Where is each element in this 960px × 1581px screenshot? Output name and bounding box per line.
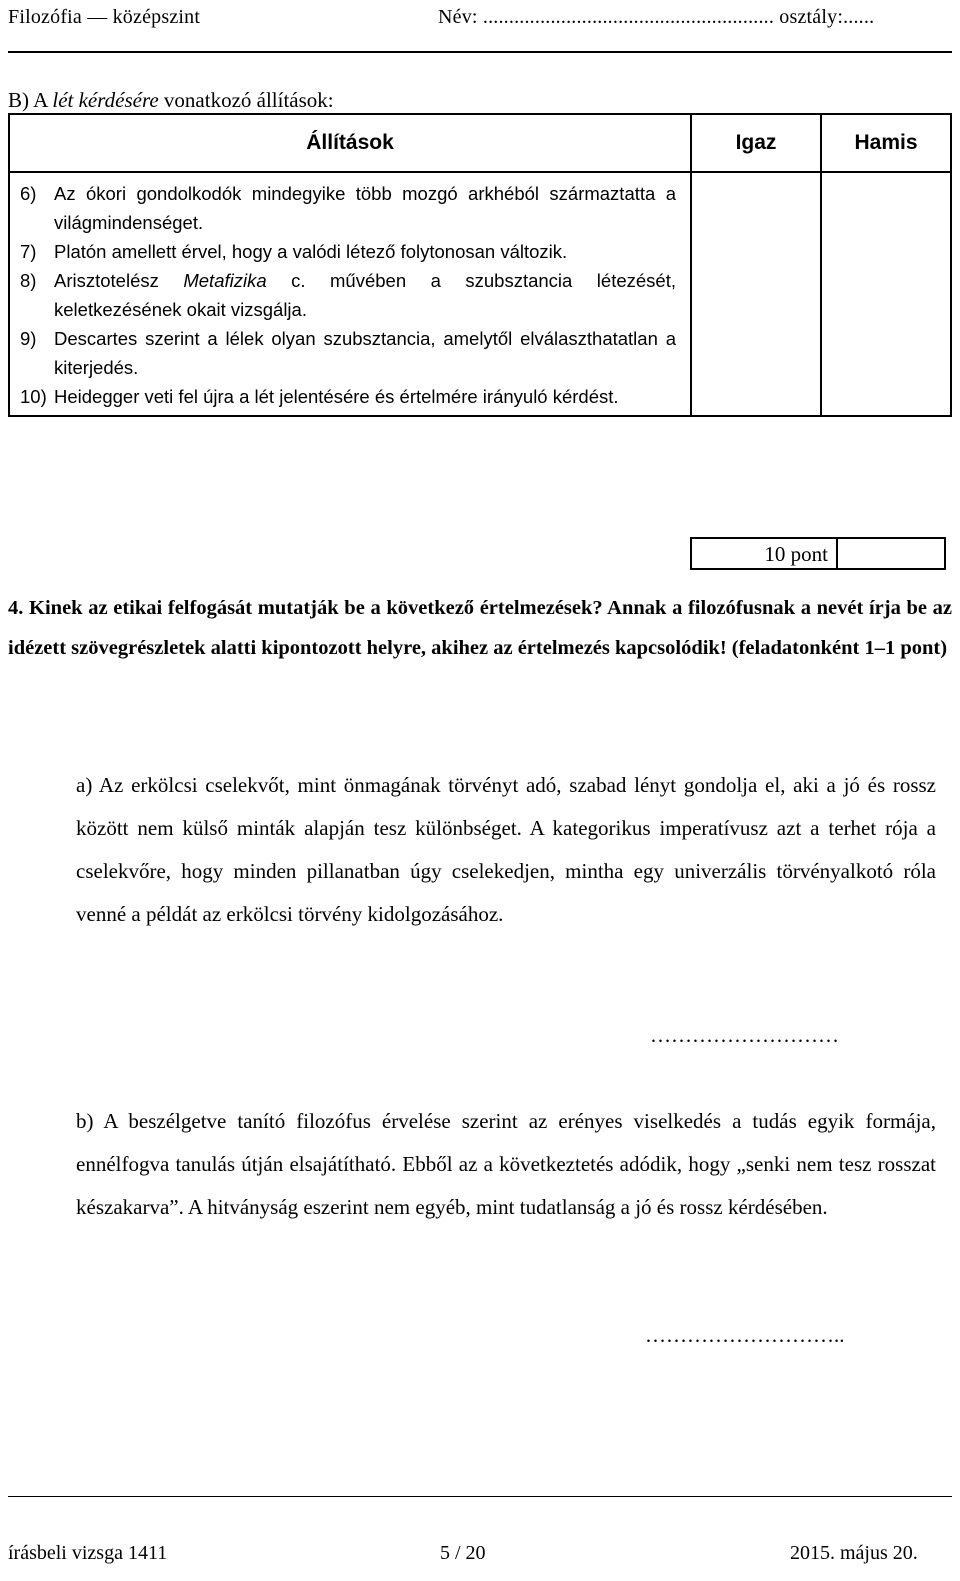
statements-cell [9, 172, 691, 416]
statement-9: 9) Descartes szerint a lélek olyan szubsztancia, amelytől elválaszthatatlan a kiterjedés. [20, 328, 676, 378]
statement-7: 7) Platón amellett érvel, hogy a valódi létező folytonosan változik. [20, 241, 568, 262]
section-b-title: B) A lét kérdésére vonatkozó állítások: [8, 88, 334, 112]
answer-true-cell[interactable] [691, 172, 821, 416]
question-4: 4. Kinek az etikai felfogását mutatják be a következő értelmezések? Annak a filozófusnak a nevét írja be az idézett szövegrészletek alatti kipontozott helyre, akihez az értelmezés kapcsolódik! (feladatonként 1–1 pont) [8, 597, 952, 659]
footer-date: 2015. május 20. [790, 1542, 918, 1564]
statement-8: 8) Arisztotelész Metafizika c. művében a szubsztancia létezését, keletkezésének okait vizsgálja. [20, 270, 676, 320]
passage-b: b) A beszélgetve tanító filozófus érvelése szerint az erényes viselkedés a tudás egyik formája, ennélfogva tanulás útján elsajátítható. Ebből az a következtetés adódik, hogy „senki nem tesz rosszat készakarva”. A hitványság eszerint nem egyéb, mint tudatlanság a jó és rossz kérdésében. [76, 1109, 937, 1219]
statement-10: 10) Heidegger veti fel újra a lét jelentésére és értelmére irányuló kérdést. [20, 386, 619, 407]
header-false: Hamis [821, 114, 951, 172]
score-box [690, 537, 946, 570]
statements-table [8, 113, 952, 417]
answer-line-b[interactable]: ……………………….. [645, 1323, 845, 1347]
header-true: Igaz [691, 114, 821, 172]
header-name-field: Név: ........................................................ osztály:...... [438, 6, 875, 28]
score-label: 10 pont [692, 539, 838, 568]
footer-left: írásbeli vizsga 1411 [8, 1542, 168, 1564]
footer-page: 5 / 20 [440, 1542, 486, 1564]
footer-rule [8, 1496, 952, 1497]
header-rule [8, 51, 952, 53]
header-subject: Filozófia — középszint [8, 6, 201, 28]
header-statements: Állítások [9, 114, 691, 172]
passage-a: a) Az erkölcsi cselekvőt, mint önmagának törvényt adó, szabad lényt gondolja el, aki a jó és rossz között nem külső minták alapján tesz különbséget. A kategorikus imperatívusz azt a terhet rója a cselekvőre, hogy minden pillanatban úgy cselekedjen, mintha egy univerzális törvényalkotó róla venné a példát az erkölcsi törvény kidolgozásához. [76, 773, 936, 926]
answer-false-cell[interactable] [821, 172, 951, 416]
section-b-italic: lét kérdésére [52, 88, 159, 112]
statement-6: 6) Az ókori gondolkodók mindegyike több mozgó arkhéból származtatta a világmindenséget. [20, 183, 676, 233]
answer-line-a[interactable]: ……………………… [650, 1023, 839, 1047]
